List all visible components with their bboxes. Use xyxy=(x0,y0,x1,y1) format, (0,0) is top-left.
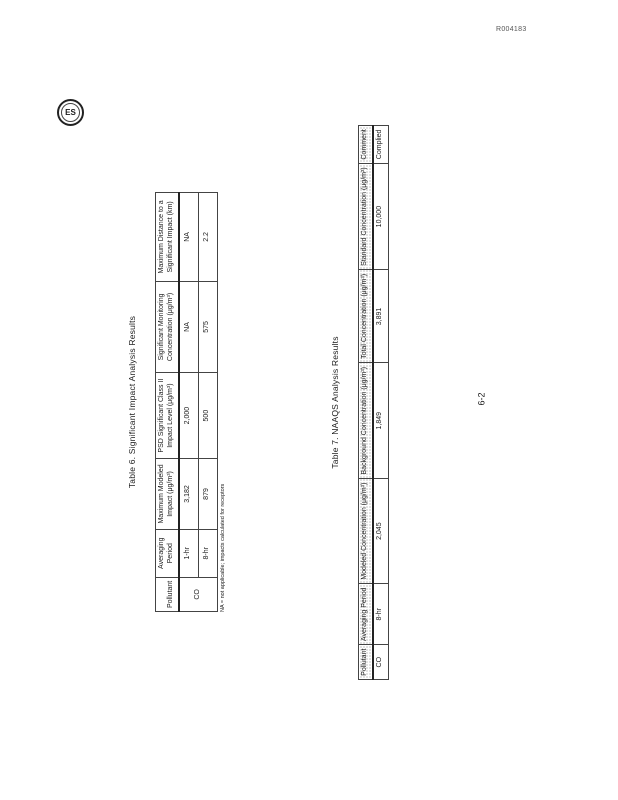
table6 xyxy=(155,192,218,612)
table-cell: 2.2 xyxy=(198,193,217,282)
table-cell: 10,000 xyxy=(373,163,389,270)
table7-block xyxy=(330,125,389,680)
table-cell: 575 xyxy=(198,281,217,372)
table7-caption: Table 7. NAAQS Analysis Results xyxy=(330,336,340,469)
table-row xyxy=(198,193,217,612)
table6-header-pollutant: Pollutant xyxy=(156,577,179,611)
table-row xyxy=(179,193,199,612)
table6-header-averaging-period: Averaging Period xyxy=(156,529,179,577)
table6-header-psd-significant-level: PSD Significant Class II Impact Level (μg/m³) xyxy=(156,373,179,459)
table6-header-row xyxy=(156,193,179,612)
table7-header-pollutant: Pollutant xyxy=(359,645,373,680)
table7-header-row xyxy=(359,126,373,680)
table-cell: 8-hr xyxy=(373,584,389,645)
table-cell: NA xyxy=(179,281,199,372)
table-row xyxy=(373,126,389,680)
seal-stamp xyxy=(57,99,84,126)
table-cell: 1-hr xyxy=(179,529,199,577)
table7-header-comment: Comment xyxy=(359,126,373,164)
table6-note: NA = not applicable; impacts calculated for receptors xyxy=(219,483,226,612)
table-cell: 1,849 xyxy=(373,363,389,479)
table-cell: 500 xyxy=(198,373,217,459)
table-cell: 2,000 xyxy=(179,373,199,459)
table6-block xyxy=(127,192,226,612)
table6-caption: Table 6. Significant Impact Analysis Results xyxy=(127,315,137,489)
seal-text: ES xyxy=(65,108,76,117)
seal-inner-ring xyxy=(61,103,80,122)
table6-header-max-distance: Maximum Distance to a Significant Impact (km) xyxy=(156,193,179,282)
table-cell: NA xyxy=(179,193,199,282)
table-cell: CO xyxy=(373,645,389,680)
table7 xyxy=(358,125,389,680)
table-cell: 3,891 xyxy=(373,270,389,363)
table6-header-significant-monitoring: Significant Monitoring Concentration (μg/m³) xyxy=(156,281,179,372)
page-number: 6-2 xyxy=(476,392,487,406)
table7-header-standard: Standard Concentration (μg/m³) xyxy=(359,163,373,270)
table-cell: 879 xyxy=(198,459,217,530)
table-cell: 2,045 xyxy=(373,479,389,584)
table7-header-total: Total Concentration (μg/m³) xyxy=(359,270,373,363)
table6-cell-pollutant: CO xyxy=(179,577,218,611)
table7-header-modeled: Modeled Concentration (μg/m³) xyxy=(359,479,373,584)
table-cell: Complied xyxy=(373,126,389,164)
table-cell: 8-hr xyxy=(198,529,217,577)
table-cell: 3,182 xyxy=(179,459,199,530)
table7-header-background: Background Concentration (μg/m³) xyxy=(359,363,373,479)
table7-header-averaging-period: Averaging Period xyxy=(359,584,373,645)
document-id: R004183 xyxy=(496,26,527,33)
table6-header-max-modeled-impact: Maximum Modeled Impact (μg/m³) xyxy=(156,459,179,530)
